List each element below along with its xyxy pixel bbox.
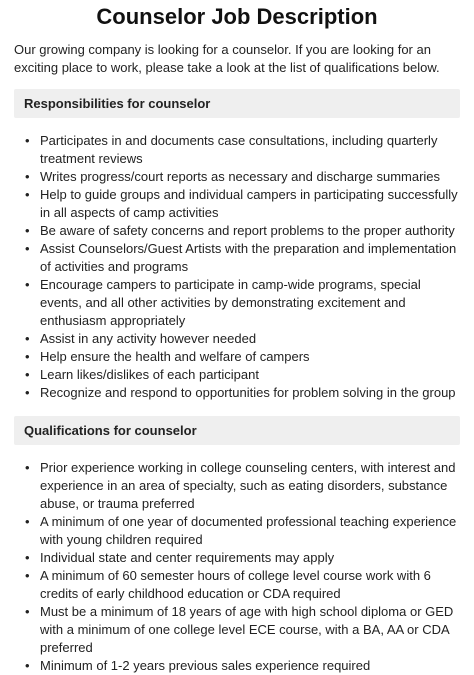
bullet-icon: • [25,385,30,400]
list-item [14,459,460,513]
list-item [14,168,460,186]
bullet-icon: • [25,367,30,382]
list-item [14,603,460,657]
bullet-icon: • [25,169,30,184]
list-item [14,240,460,276]
bullet-icon: • [25,241,30,256]
list-item [14,567,460,603]
bullet-icon: • [25,658,30,673]
qualifications-list [14,459,460,675]
responsibilities-heading: Responsibilities for counselor [14,89,460,118]
list-item [14,222,460,240]
list-item-text: Be aware of safety concerns and report problems to the proper authority [40,223,455,238]
list-item [14,132,460,168]
list-item-text: Individual state and center requirements may apply [40,550,335,565]
bullet-icon: • [25,514,30,529]
intro-paragraph: Our growing company is looking for a counselor. If you are looking for an exciting place to work, please take a look at the list of qualifications below. [14,42,440,75]
bullet-icon: • [25,568,30,583]
list-item-text: Writes progress/court reports as necessary and discharge summaries [40,169,441,184]
list-item [14,384,460,402]
page-title: Counselor Job Description [96,4,378,29]
list-item-text: Participates in and documents case consultations, including quarterly treatment reviews [40,133,438,166]
list-item-text: Prior experience working in college counseling centers, with interest and experience in an area of specialty, such as eating disorders, substance abuse, or trauma preferred [40,460,456,511]
responsibilities-list [14,132,460,402]
list-item-text: Learn likes/dislikes of each participant [40,367,259,382]
list-item-text: Assist in any activity however needed [40,331,257,346]
bullet-icon: • [25,331,30,346]
list-item-text: Must be a minimum of 18 years of age with high school diploma or GED with a minimum of one college level ECE course, with a BA, AA or CDA preferred [40,604,454,655]
list-item [14,549,460,567]
qualifications-heading: Qualifications for counselor [14,416,460,445]
list-item-text: A minimum of one year of documented professional teaching experience with young children required [40,514,457,547]
list-item [14,513,460,549]
bullet-icon: • [25,349,30,364]
list-item [14,186,460,222]
list-item-text: Help ensure the health and welfare of campers [40,349,310,364]
list-item [14,366,460,384]
list-item [14,330,460,348]
list-item-text: Assist Counselors/Guest Artists with the preparation and implementation of activities and programs [40,241,457,274]
list-item-text: Minimum of 1-2 years previous sales experience required [40,658,371,673]
bullet-icon: • [25,277,30,292]
bullet-icon: • [25,187,30,202]
bullet-icon: • [25,460,30,475]
bullet-icon: • [25,604,30,619]
list-item-text: Help to guide groups and individual campers in participating successfully in all aspects of camp activities [40,187,458,220]
list-item-text: Encourage campers to participate in camp-wide programs, special events, and all other activities by demonstrating excitement and enthusiasm appropriately [40,277,421,328]
bullet-icon: • [25,133,30,148]
list-item [14,348,460,366]
list-item-text: A minimum of 60 semester hours of college level course work with 6 credits of early childhood education or CDA required [40,568,431,601]
bullet-icon: • [25,550,30,565]
list-item-text: Recognize and respond to opportunities for problem solving in the group [40,385,456,400]
list-item [14,276,460,330]
bullet-icon: • [25,223,30,238]
